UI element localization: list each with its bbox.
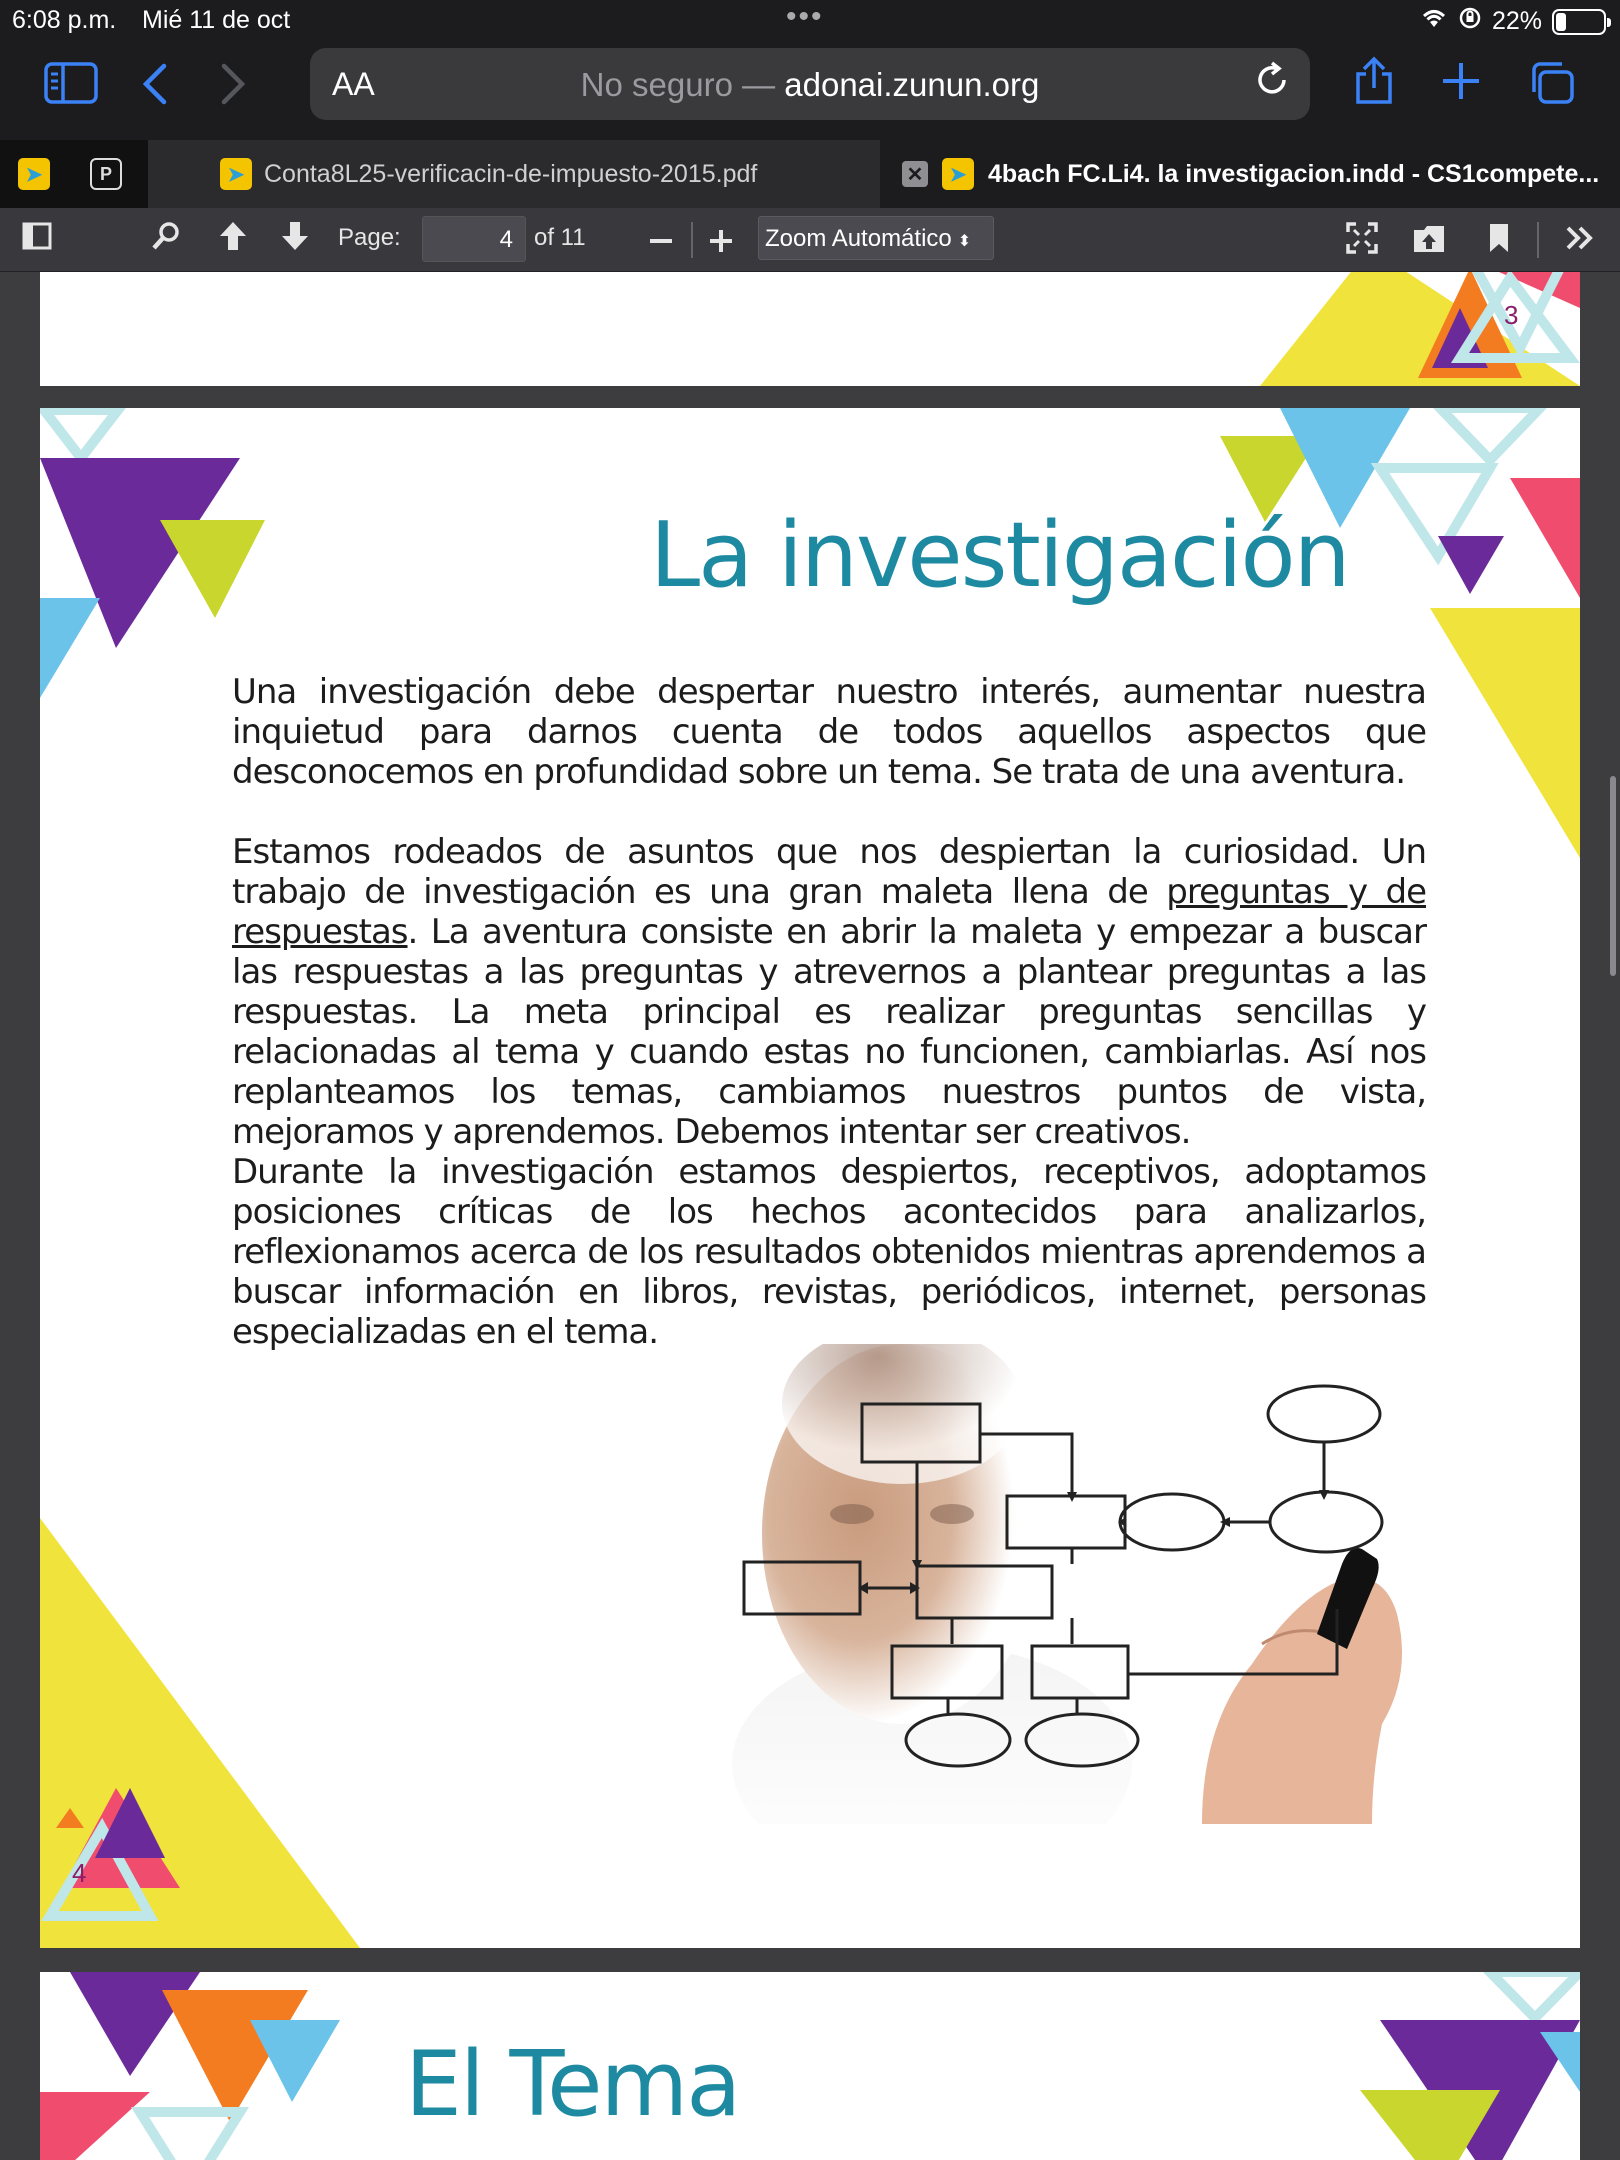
- page-title: La investigación: [650, 503, 1349, 608]
- tab-active[interactable]: [880, 140, 1620, 208]
- chevron-updown-icon: ⬍: [957, 233, 972, 250]
- search-icon[interactable]: [150, 220, 182, 259]
- share-icon[interactable]: [1352, 56, 1396, 115]
- paragraph-2-text-a: Estamos rodeados de asuntos que nos despiertan la curiosidad. Un trabajo de investigación es una gran maleta llena de: [232, 832, 1426, 912]
- orientation-lock-icon: [1458, 6, 1482, 37]
- tab-overview-icon[interactable]: [1528, 60, 1576, 115]
- paragraph-3: Durante la investigación estamos despiertos, receptivos, adoptamos posiciones críticas de los hechos acontecidos para analizarlos, reflexionamos acerca de los resultados obtenidos mientras aprendemos a buscar información en libros, revistas, periódicos, internet, personas especializadas en el tema.: [232, 1152, 1426, 1352]
- paragraph-2-text-b: . La aventura consiste en abrir la maleta y empezar a buscar las respuestas a las preguntas y atrevernos a plantear preguntas a las respuestas. La meta principal es realizar preguntas sencillas y relacionadas al tema y cuando estas no funcionen, cambiarlas. Así nos replanteamos los temas, cambiamos nuestros puntos de vista, mejoramos y aprendemos. Debemos intentar ser creativos.: [232, 912, 1426, 1152]
- pdf-viewer[interactable]: [0, 272, 1620, 2160]
- p-favicon-icon: P: [90, 158, 122, 190]
- page-number: 4: [72, 1858, 87, 1888]
- paragraph-1: Una investigación debe despertar nuestro interés, aumentar nuestra inquietud para darnos cuenta de todos aquellos aspectos que desconocemos en profundidad sobre un tema. Se trata de una aventura.: [232, 672, 1426, 792]
- url-text[interactable]: [310, 66, 1310, 104]
- presentation-mode-icon[interactable]: [1346, 222, 1378, 261]
- url-security-label: No seguro —: [580, 66, 785, 103]
- zoom-select[interactable]: [758, 216, 994, 260]
- tools-menu-icon[interactable]: [1564, 224, 1596, 259]
- page-number: 3: [1504, 300, 1519, 330]
- previous-page-icon[interactable]: [218, 220, 248, 259]
- address-bar[interactable]: [310, 48, 1310, 120]
- reload-icon[interactable]: [1254, 60, 1290, 110]
- zoom-out-icon[interactable]: [648, 228, 674, 261]
- close-tab-icon[interactable]: ✕: [902, 161, 928, 187]
- site-favicon-icon: ➤: [942, 158, 974, 190]
- paragraph-2-link[interactable]: preguntas y de respuestas: [232, 872, 1427, 952]
- page-label: Page:: [338, 224, 401, 251]
- tab-bar: [0, 140, 1620, 208]
- toolbar-divider: [691, 222, 693, 258]
- page-decoration: [40, 1972, 1580, 2160]
- bookmark-icon[interactable]: [1488, 222, 1510, 261]
- zoom-select-value: Zoom Automático: [765, 225, 952, 252]
- scrollbar[interactable]: [1610, 776, 1616, 976]
- pdf-page-3: [40, 272, 1580, 386]
- pinned-tab-1[interactable]: [18, 140, 50, 208]
- page-total: of 11: [534, 224, 586, 251]
- multitasking-dots-icon[interactable]: •••: [786, 0, 824, 33]
- status-time: 6:08 p.m.: [12, 6, 117, 34]
- status-date: Mié 11 de oct: [142, 6, 291, 34]
- pdf-page-4: [40, 408, 1580, 1948]
- forward-icon[interactable]: [218, 62, 248, 115]
- sidebar-toggle-icon[interactable]: [44, 62, 98, 113]
- section-title: El Tema: [405, 2032, 740, 2137]
- page-corner-decoration: [40, 272, 1580, 386]
- status-bar: [0, 0, 1620, 40]
- tab-title: Conta8L25-verificacin-de-impuesto-2015.pdf: [264, 159, 758, 188]
- toggle-sidebar-icon[interactable]: [22, 222, 52, 257]
- reader-options-button[interactable]: AA: [332, 66, 375, 102]
- wifi-icon: [1420, 7, 1448, 36]
- tab-title: 4bach FC.Li4. la investigacion.indd - CS1compete...: [988, 159, 1600, 188]
- tab-pdf[interactable]: [148, 140, 880, 208]
- browser-toolbar: [0, 40, 1620, 140]
- pdf-page-5: [40, 1972, 1580, 2160]
- pinned-tab-2[interactable]: [90, 140, 122, 208]
- page-number-input[interactable]: 4: [422, 216, 526, 262]
- paragraph-2: [232, 832, 1426, 1152]
- battery-icon: [1552, 9, 1606, 35]
- site-favicon-icon: ➤: [18, 158, 50, 190]
- url-host: adonai.zunun.org: [784, 66, 1040, 103]
- flowchart-illustration: [732, 1344, 1452, 1824]
- battery-percent: 22%: [1491, 7, 1542, 35]
- toolbar-divider: [1537, 222, 1539, 258]
- back-icon[interactable]: [140, 62, 170, 115]
- zoom-in-icon[interactable]: [708, 228, 734, 261]
- open-file-icon[interactable]: [1412, 222, 1446, 261]
- new-tab-icon[interactable]: [1440, 60, 1482, 111]
- pdf-toolbar: [0, 208, 1620, 272]
- site-favicon-icon: ➤: [220, 158, 252, 190]
- next-page-icon[interactable]: [280, 220, 310, 259]
